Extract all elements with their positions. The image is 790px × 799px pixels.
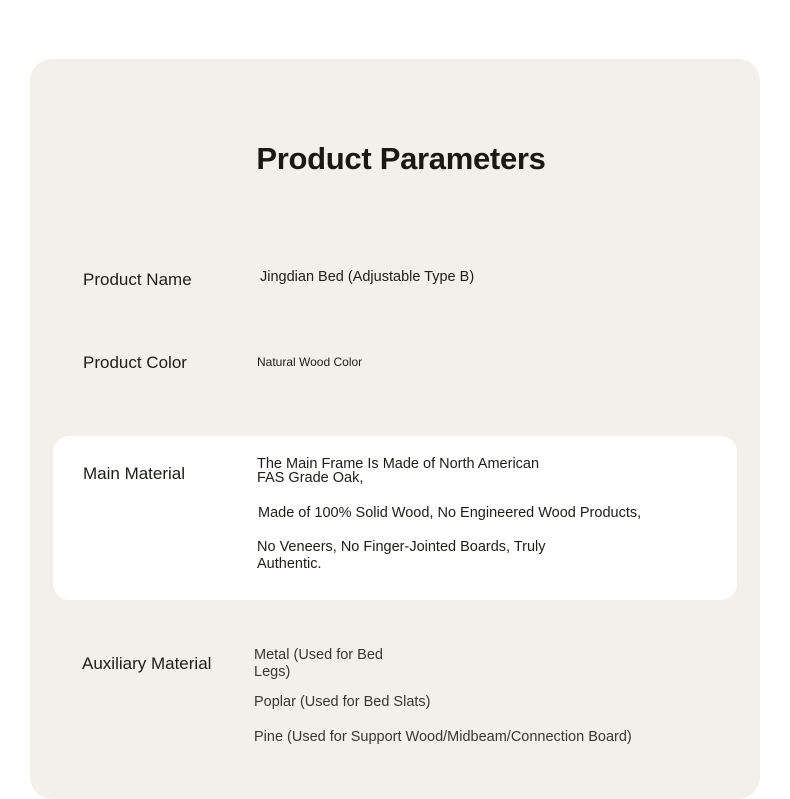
main-material-line-3: Made of 100% Solid Wood, No Engineered Wood Products, — [258, 505, 642, 521]
auxiliary-material-line-1: Metal (Used for Bed — [254, 647, 383, 663]
product-name-value: Jingdian Bed (Adjustable Type B) — [260, 269, 475, 285]
auxiliary-material-line-4: Pine (Used for Support Wood/Midbeam/Connection Board) — [254, 729, 632, 745]
main-material-line-2: FAS Grade Oak, — [257, 470, 364, 486]
main-material-label: Main Material — [83, 464, 186, 483]
main-material-line-1: The Main Frame Is Made of North American — [257, 456, 540, 472]
main-material-line-4: No Veneers, No Finger-Jointed Boards, Truly — [257, 539, 546, 555]
product-color-value: Natural Wood Color — [257, 355, 363, 369]
auxiliary-material-label: Auxiliary Material — [82, 654, 212, 673]
page-title: Product Parameters — [256, 141, 546, 176]
product-color-label: Product Color — [83, 353, 187, 372]
product-name-label: Product Name — [83, 270, 192, 289]
auxiliary-material-line-3: Poplar (Used for Bed Slats) — [254, 694, 431, 710]
main-material-line-5: Authentic. — [257, 556, 322, 572]
auxiliary-material-line-2: Legs) — [254, 664, 291, 680]
